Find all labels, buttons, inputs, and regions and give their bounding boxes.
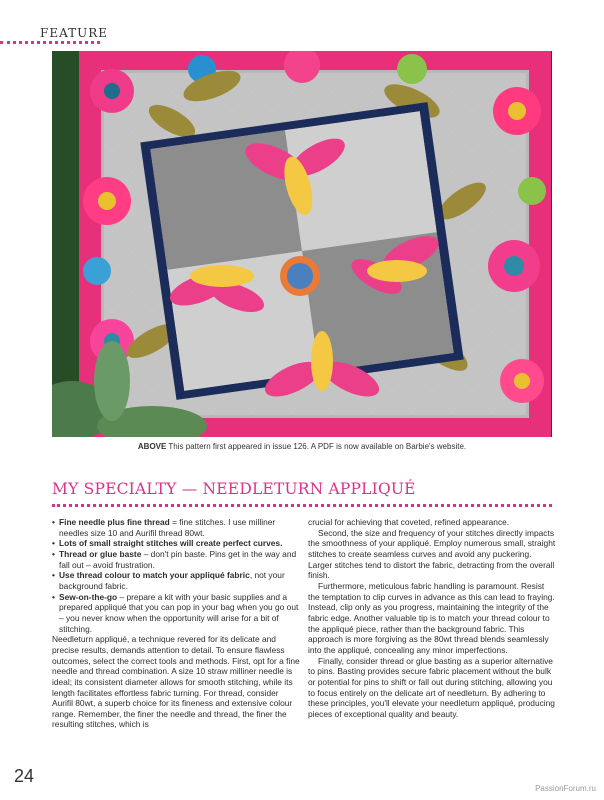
body-paragraph: Needleturn appliqué, a technique revered for its delicate and precise results, demands attention to detail. To ensure flawless outcomes, select the correct tools and methods. First, opt for a fine needle and thread combination. A size 10 straw milliner needle is ideal; its consistent diameter allows for smooth stitching, while its length facilitates effortless fabric turning. For thread, consider Aurifil 80wt, a superb choice for its fineness and extensive colour range. Remember, the finer the needle and thread, the finer the resulting stitches, which is <box>52 634 300 730</box>
header-dotted-rule <box>0 41 100 44</box>
section-label: FEATURE <box>40 26 109 40</box>
list-item: • Fine needle plus fine thread = fine stitches. I use milliner needles size 10 and Aurifil thread 80wt. <box>52 517 276 538</box>
section-heading: MY SPECIALTY — NEEDLETURN APPLIQUÉ <box>52 480 416 498</box>
quilt-photo <box>52 51 552 437</box>
quilt-illustration <box>52 51 552 437</box>
list-item: • Thread or glue baste – don't pin baste. Pins get in the way and fall out – avoid frustration. <box>52 548 297 570</box>
body-paragraph: Furthermore, meticulous fabric handling is paramount. Resist the temptation to clip curves in advance as this can lead to fraying. Instead, clip only as you progress, maintaining the integrity of the fabric edge. Another valuable tip is to match your thread colour to the appliqué piece, rather than the background fabric. This approach is more forgiving as the 80wt thread blends seamlessly into the appliqué, concealing any minor imperfections. <box>308 580 555 655</box>
body-paragraph: crucial for achieving that coveted, refined appearance. <box>308 517 510 527</box>
caption-lead: ABOVE <box>137 442 167 451</box>
caption-text: This pattern first appeared in issue 126. A PDF is now available on Barbie's website. <box>168 442 467 451</box>
list-item: • Lots of small straight stitches will create perfect curves. <box>52 538 283 549</box>
heading-dotted-rule <box>52 504 552 507</box>
photo-caption <box>52 442 552 451</box>
right-column <box>308 517 556 719</box>
list-item: • Sew-on-the-go – prepare a kit with your basic supplies and a prepared appliqué that you can pop in your bag when you go out – you never know when the opportunity will arise for a bit of stitching. <box>52 591 299 634</box>
body-paragraph: Finally, consider thread or glue basting as a superior alternative to pins. Basting provides secure fabric placement without the bulk or potential for pins to shift or fall out during stitching, allowing you to focus entirely on the delicate art of needleturn. By adhering to these principles, you'll elevate your needleturn appliqué, producing pieces of exceptional quality and beauty. <box>308 655 555 719</box>
tips-list <box>52 517 300 634</box>
body-paragraph: Second, the size and frequency of your stitches directly impacts the smoothness of your appliqué. Employ numerous small, straight stitches to create seamless curves and avoid any puckering. Larger stitches tend to distort the fabric, detracting from the overall finish. <box>308 527 556 581</box>
list-item: • Use thread colour to match your appliqué fabric, not your background fabric. <box>52 570 285 591</box>
page-number: 24 <box>14 766 35 786</box>
watermark: PassionForum.ru <box>535 784 596 793</box>
left-column <box>52 517 300 730</box>
